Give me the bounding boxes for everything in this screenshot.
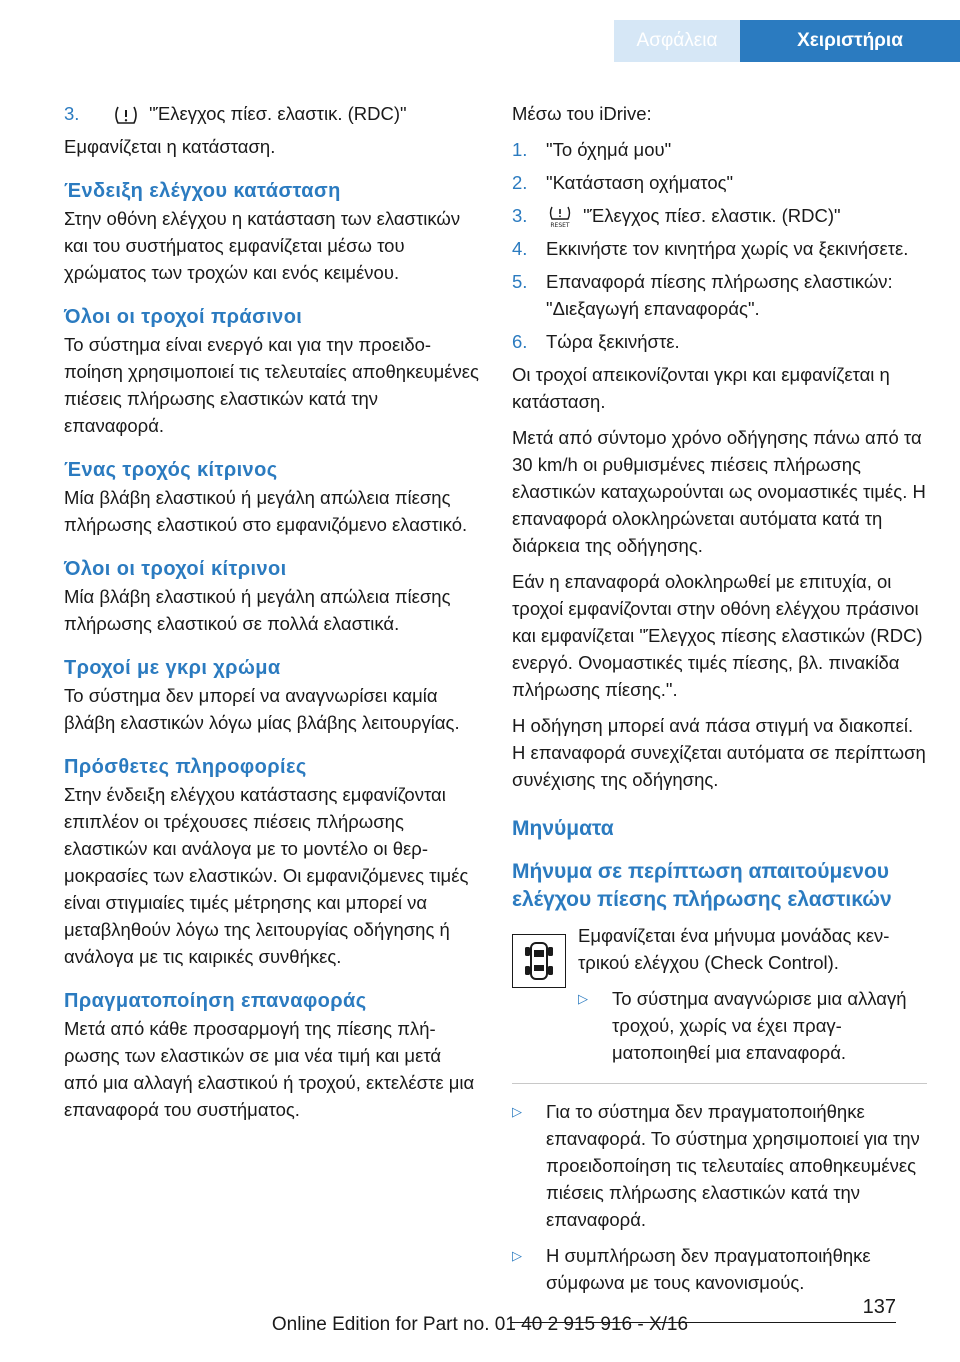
paragraph-nominal-values: Μετά από σύντομο χρόνο οδήγησης πάνω από τα 30 km/h οι ρυθμισμένες πιέσεις πλήρωσης ελαστικών καταχωρούνται ως ονομαστικές τιμές. Η επαναφορά ολοκληρώνεται αυτόματα κατά τη διάρκεια της οδήγησης.: [512, 427, 926, 556]
paragraph-one-yellow: Μία βλάβη ελαστικού ή μεγάλη απώλεια πίεσης πλήρωσης ελαστικού στο εμφανιζόμενο ελαστικό.: [64, 487, 468, 535]
list-item: [512, 328, 927, 355]
step-number: 5.: [512, 271, 528, 292]
heading-all-yellow: Όλοι οι τροχοί κίτρινοι: [64, 558, 287, 580]
reset-icon-label: RESET: [550, 222, 570, 229]
paragraph-all-green: Το σύστημα είναι ενεργό και για την προειδοποίηση χρησιμοποιεί τις τελευταίες αποθηκευμένες πιέσεις πλήρωσης ελαστικών κατά την επαναφορά.: [64, 334, 479, 436]
tab-chapter-controls: Χειριστήρια: [740, 20, 960, 62]
check-control-message-text: Εμφανίζεται ένα μήνυμα μονάδας κεντρικού ελέγχου (Check Control).: [578, 925, 890, 973]
outer-bullet-list: [512, 1098, 927, 1296]
left-column: [64, 100, 479, 1132]
check-control-message-block: [512, 922, 927, 1075]
right-column: [512, 100, 927, 1305]
reset-step-list: [512, 136, 927, 355]
step-text: Επαναφορά πίεσης πλήρωσης ελαστικών: "Διεξαγωγή επαναφοράς".: [546, 271, 893, 319]
heading-all-green: Όλοι οι τροχοί πράσινοι: [64, 306, 303, 328]
list-item: [578, 985, 927, 1066]
step-number: 2.: [512, 172, 528, 193]
list-item: [512, 169, 927, 196]
bullet-text: Το σύστημα αναγνώρισε μια αλλαγή τροχού, χωρίς να έχει πραγματοποιηθεί μια επαναφορά.: [612, 988, 907, 1063]
list-item: [512, 136, 927, 163]
step-number: 6.: [512, 331, 528, 352]
paragraph-all-yellow: Μία βλάβη ελαστικού ή μεγάλη απώλεια πίεσης πλήρωσης ελαστικού σε πολλά ελαστικά.: [64, 586, 451, 634]
heading-additional-info: Πρόσθετες πληροφορίες: [64, 756, 307, 778]
heading-status-display: Ένδειξη ελέγχου κατάσταση: [64, 180, 341, 202]
tire-pressure-reset-icon: [546, 206, 574, 228]
step-number: 1.: [512, 139, 528, 160]
inner-bullet-list: [578, 985, 927, 1066]
list-item: [512, 268, 927, 322]
heading-perform-reset: Πραγματοποίηση επαναφοράς: [64, 990, 367, 1012]
bullet-text: Για το σύστημα δεν πραγματοποιήθηκε επαναφορά. Το σύστημα χρησιμοποιεί για την προειδοποίηση τις τελευταίες αποθηκευμένες πιέσεις πλήρωσης ελαστικών κατά την επαναφορά.: [546, 1101, 920, 1230]
status-shown-text: Εμφανίζεται η κατάσταση.: [64, 136, 276, 157]
triangle-bullet-icon: ▷: [512, 1104, 522, 1119]
step-number: 4.: [512, 238, 528, 259]
heading-message-check-required: Μήνυμα σε περίπτωση απαιτούμενου ελέγχου πίεσης πλήρωσης ελαστικών: [512, 860, 892, 911]
list-item: [64, 100, 479, 127]
divider: [512, 1083, 927, 1084]
step-text: "Έλεγχος πίεσ. ελαστικ. (RDC)": [149, 103, 407, 124]
step-text: "Το όχημά μου": [546, 139, 672, 160]
via-idrive-text: Μέσω του iDrive:: [512, 103, 652, 124]
step-list-continued: [64, 100, 479, 127]
list-item: [512, 235, 927, 262]
heading-messages: Μηνύματα: [512, 817, 614, 840]
tire-pressure-warning-icon: [112, 104, 140, 126]
page-number: 137: [862, 1296, 896, 1318]
list-item: [512, 202, 927, 229]
heading-one-yellow: Ένας τροχός κίτρινος: [64, 459, 278, 481]
heading-grey-wheels: Τροχοί με γκρι χρώμα: [64, 657, 281, 679]
paragraph-status-display: Στην οθόνη ελέγχου η κατάσταση των ελαστικών και του συστήματος εμφανίζεται μέσω του χρώματος των τροχών και ενός κειμένου.: [64, 208, 461, 283]
step-number: 3.: [512, 205, 528, 226]
paragraph-interrupt-driving: Η οδήγηση μπορεί ανά πάσα στιγμή να διακοπεί. Η επαναφορά συνεχίζεται αυτόματα σε περίπτωση συνέχισης της οδήγησης.: [512, 715, 926, 790]
paragraph-perform-reset: Μετά από κάθε προσαρμογή της πίεσης πλήρωσης των ελαστικών σε μια νέα τιμή και μετά από μια αλλαγή ελαστικού ή τροχού, εκτελέστε μια επαναφορά του συστήματος.: [64, 1018, 475, 1120]
edition-footer: Online Edition for Part no. 01 40 2 915 916 - X/16: [271, 1314, 689, 1335]
header-tabs: [614, 20, 960, 62]
paragraph-grey-wheels: Το σύστημα δεν μπορεί να αναγνωρίσει καμία βλάβη ελαστικών λόγω μίας βλάβης λειτουργίας.: [64, 685, 460, 733]
step-text: Τώρα ξεκινήστε.: [546, 331, 680, 352]
step-text: "Κατάσταση οχήματος": [546, 172, 734, 193]
step-number: 3.: [64, 103, 80, 124]
paragraph-additional-info: Στην ένδειξη ελέγχου κατάστασης εμφανίζονται επιπλέον οι τρέχουσες πιέσεις πλήρωσης ελαστικών και ανάλογα με το μοντέλο οι θερμοκρασίες των ελαστικών. Οι εμφανιζόμενες τιμές είναι στιγμιαίες τιμές μέτρησης και μπορεί να μεταβληθούν λόγω της λειτουργίας οδήγησης ή ανάλογα με τις καιρικές συνθήκες.: [64, 784, 469, 967]
paragraph-reset-success: Εάν η επαναφορά ολοκληρωθεί με επιτυχία, οι τροχοί εμφανίζονται στην οθόνη ελέγχου πράσινοι και εμφανίζεται "Έλεγχος πίεσης ελαστικών (RDC) ενεργό. Ονομαστικές τιμές πίεσης, βλ. πινακίδα πλήρωσης πίεσης.".: [512, 571, 923, 700]
list-item: [512, 1098, 927, 1233]
list-item: [512, 1242, 927, 1296]
triangle-bullet-icon: ▷: [578, 991, 588, 1006]
paragraph-wheels-grey: Οι τροχοί απεικονίζονται γκρι και εμφανίζεται η κατάσταση.: [512, 364, 890, 412]
car-tire-check-icon: [512, 934, 566, 988]
step-text: "Έλεγχος πίεσ. ελαστικ. (RDC)": [583, 205, 841, 226]
tab-section-safety: Ασφάλεια: [614, 20, 740, 62]
bullet-text: Η συμπλήρωση δεν πραγματοποιήθηκε σύμφωνα με τους κανονισμούς.: [546, 1245, 871, 1293]
step-text: Εκκινήστε τον κινητήρα χωρίς να ξεκινήσετε.: [546, 238, 909, 259]
triangle-bullet-icon: ▷: [512, 1248, 522, 1263]
